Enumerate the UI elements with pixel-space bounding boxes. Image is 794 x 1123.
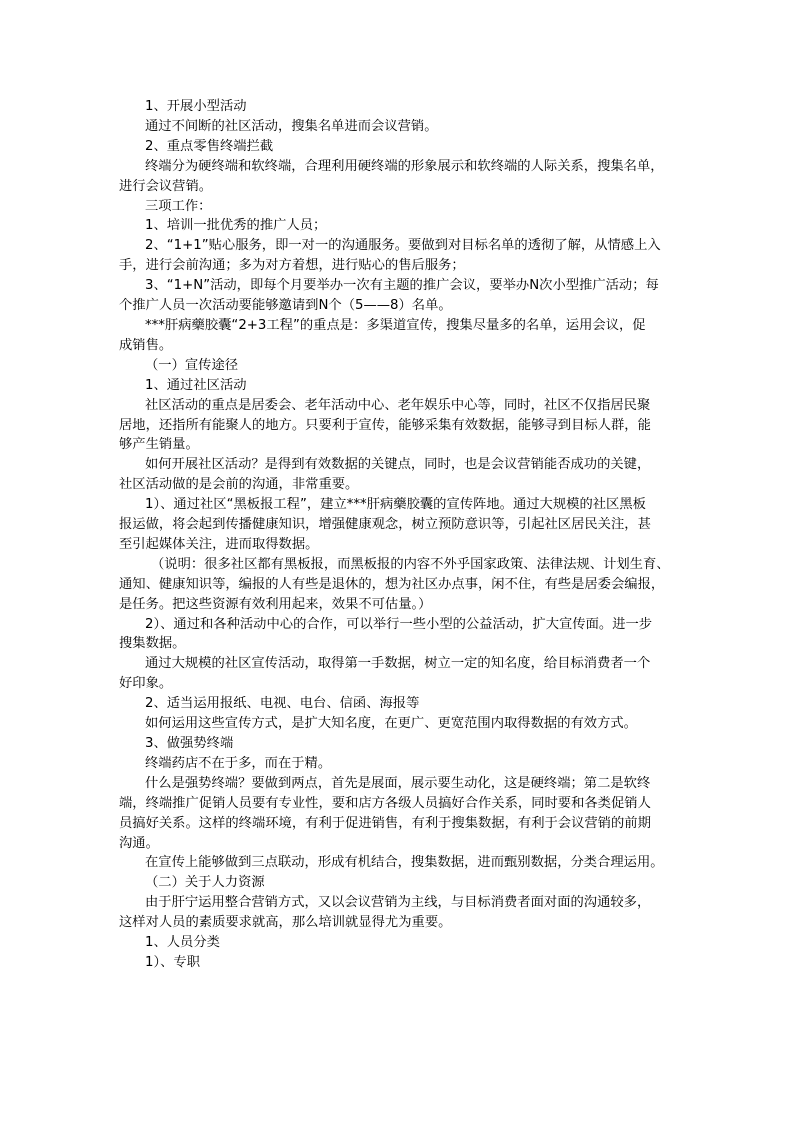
- text-line: 什么是强势终端？要做到两点，首先是展面，展示要生动化，这是硬终端；第二是软终: [145, 775, 651, 791]
- text-line: 3、“1+N”活动，即每个月要举办一次有主题的推广会议，要举办N次小型推广活动；每: [145, 278, 659, 294]
- text-line: 三项工作：: [145, 198, 212, 214]
- text-line: 成销售。: [119, 337, 173, 353]
- text-line: 3、做强势终端: [145, 736, 234, 751]
- text-line: 由于肝宁运用整合营销方式，又以会议营销为主线，与目标消费者面对面的沟通较多，: [145, 895, 651, 911]
- text-line: 员搞好关系。这样的终端环境，有利于促进销售，有利于搜集数据，有利于会议营销的前期: [119, 815, 651, 831]
- text-line: 沟通。: [119, 835, 159, 851]
- text-line: 个推广人员一次活动要能够邀请到N个（5——8）名单。: [119, 298, 452, 314]
- text-line: 通过不间断的社区活动，搜集名单进而会议营销。: [145, 118, 438, 134]
- text-line: 1、开展小型活动: [145, 99, 247, 114]
- text-line: （说明：很多社区都有黑板报，而黑板报的内容不外乎国家政策、法律法规、计划生育、: [151, 556, 670, 572]
- text-line: 1、通过社区活动: [145, 377, 247, 393]
- text-line: 在宣传上能够做到三点联动，形成有机结合，搜集数据，进而甄别数据，分类合理运用。: [145, 855, 664, 871]
- text-line: 终端药店不在于多，而在于精。: [145, 755, 332, 771]
- text-line: 通过大规模的社区宣传活动，取得第一手数据，树立一定的知名度，给目标消费者一个: [145, 656, 651, 672]
- text-line: （二）关于人力资源: [145, 875, 265, 891]
- text-line: 居地，还指所有能聚人的地方。只要利于宣传，能够采集有效数据，能够寻到目标人群，能: [119, 417, 651, 433]
- document-body: [119, 97, 681, 973]
- text-line: 端，终端推广促销人员要有专业性，要和店方各级人员搞好合作关系，同时要和各类促销人: [119, 795, 651, 811]
- text-line: 好印象。: [119, 676, 173, 692]
- text-line: 报运做，将会起到传播健康知识，增强健康观念，树立预防意识等，引起社区居民关注，甚: [119, 517, 651, 533]
- text-line: 2、“1+1”贴心服务，即一对一的沟通服务。要做到对目标名单的透彻了解，从情感上入: [145, 238, 661, 254]
- text-line: 1、人员分类: [145, 935, 220, 951]
- text-line: ***肝病藥胶囊“2+3工程”的重点是：多渠道宣传，搜集尽量多的名单，运用会议，促: [145, 317, 646, 333]
- text-line: 1）、专职: [145, 954, 200, 970]
- text-line: 2、适当运用报纸、电视、电台、信函、海报等: [145, 696, 420, 712]
- text-line: 社区活动的重点是居委会、老年活动中心、老年娱乐中心等，同时，社区不仅指居民聚: [145, 397, 651, 413]
- text-line: 社区活动做的是会前的沟通，非常重要。: [119, 477, 359, 493]
- text-line: 2）、通过和各种活动中心的合作，可以举行一些小型的公益活动，扩大宣传面。进一步: [145, 616, 653, 632]
- text-line: 手，进行会前沟通；多为对方着想，进行贴心的售后服务；: [119, 258, 465, 274]
- text-line: 终端分为硬终端和软终端，合理利用硬终端的形象展示和软终端的人际关系，搜集名单，: [145, 158, 664, 174]
- text-line: 2、重点零售终端拦截: [145, 138, 274, 154]
- text-line: 如何开展社区活动？是得到有效数据的关键点，同时，也是会议营销能否成功的关键，: [145, 457, 651, 473]
- text-line: 至引起媒体关注，进而取得数据。: [119, 536, 319, 552]
- text-line: 1、培训一批优秀的推广人员；: [145, 218, 327, 234]
- text-line: 是任务。把这些资源有效利用起来，效果不可估量。）: [119, 596, 432, 612]
- text-line: 1）、通过社区“黑板报工程”，建立***肝病藥胶囊的宣传阵地。通过大规模的社区黑板: [145, 497, 646, 513]
- text-line: 如何运用这些宣传方式，是扩大知名度，在更广、更宽范围内取得数据的有效方式。: [145, 716, 637, 732]
- text-line: 够产生销量。: [119, 437, 199, 453]
- text-line: （一）宣传途径: [145, 357, 239, 373]
- text-line: 这样对人员的素质要求就高，那么培训就显得尤为重要。: [119, 915, 452, 931]
- text-line: 搜集数据。: [119, 636, 186, 652]
- text-line: 进行会议营销。: [119, 178, 213, 194]
- text-line: 通知、健康知识等，编报的人有些是退休的，想为社区办点事，闲不住，有些是居委会编报，: [119, 576, 665, 592]
